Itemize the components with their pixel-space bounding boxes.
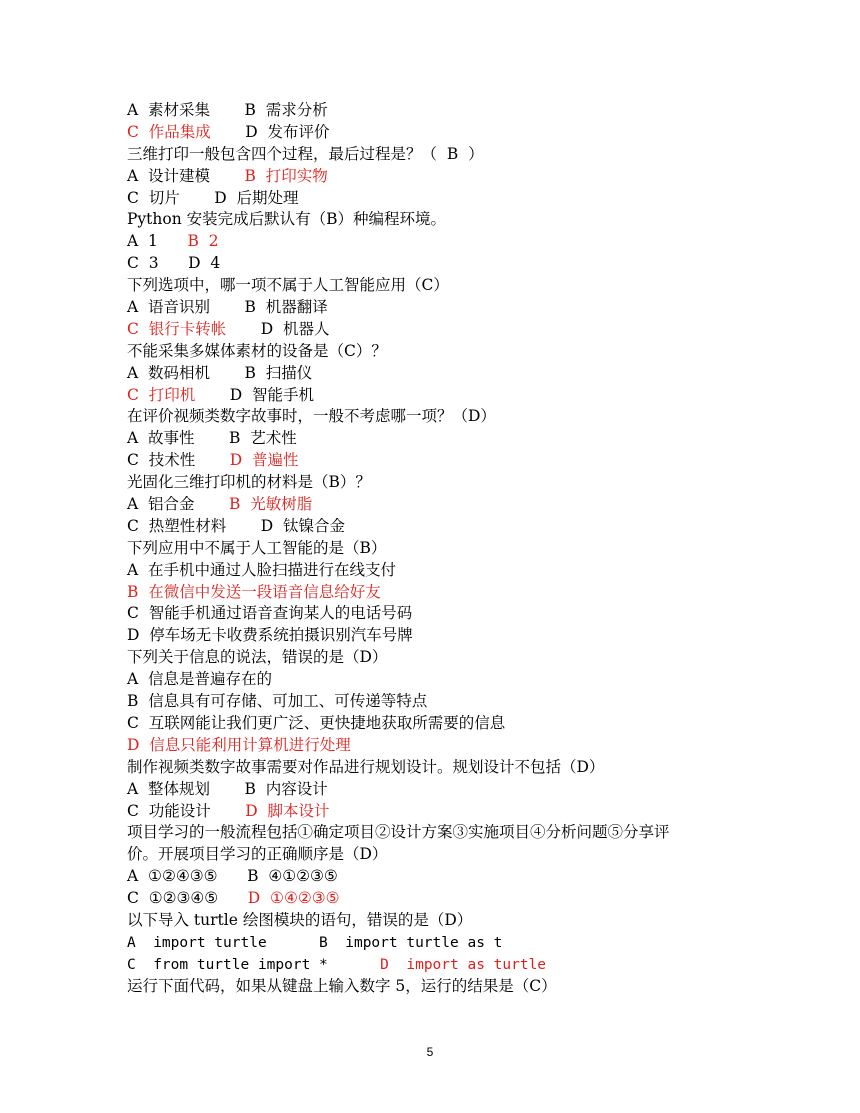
answer-text: D 脚本设计: [245, 801, 330, 820]
answer-text: D import as turtle: [380, 956, 547, 973]
text-line: [127, 428, 767, 450]
text-line: [127, 341, 767, 363]
text-line: [127, 713, 767, 735]
text-line: [127, 209, 767, 231]
line-text: C 热塑性材料 D 钛镍合金: [127, 516, 345, 535]
line-text: D 智能手机: [195, 385, 314, 404]
text-line: [127, 385, 767, 407]
text-line: [127, 910, 767, 932]
text-line: [127, 691, 767, 713]
line-text: 运行下面代码，如果从键盘上输入数字 5，运行的结果是（C）: [127, 976, 557, 995]
text-line: [127, 779, 767, 801]
text-line: [127, 275, 767, 297]
text-line: [127, 297, 767, 319]
text-line: [127, 560, 767, 582]
line-text: 在评价视频类数字故事时，一般不考虑哪一项？（D）: [127, 407, 496, 426]
text-line: [127, 166, 767, 188]
text-line: [127, 472, 767, 494]
text-line: [127, 494, 767, 516]
line-text: A 设计建模: [127, 166, 245, 185]
text-line: [127, 406, 767, 428]
line-text: A 1: [127, 232, 188, 251]
line-text: A 素材采集 B 需求分析: [127, 101, 328, 119]
text-line: [127, 757, 767, 779]
line-text: C from turtle import *: [127, 956, 381, 973]
line-text: C 技术性: [127, 451, 230, 470]
text-line: [127, 844, 767, 866]
text-line: [127, 976, 767, 998]
answer-text: B 打印实物: [244, 166, 328, 185]
text-line: [127, 888, 767, 910]
text-line: [127, 866, 767, 888]
line-text: A 数码相机 B 扫描仪: [127, 363, 313, 382]
line-text: A 在手机中通过人脸扫描进行在线支付: [127, 560, 397, 579]
line-text: 下列选项中，哪一项不属于人工智能应用（C）: [127, 276, 449, 295]
line-text: C 互联网能让我们更广泛、更快捷地获取所需要的信息: [127, 713, 506, 732]
line-text: A ①②④③⑤ B ④①②③⑤: [127, 867, 338, 886]
text-line: [127, 582, 767, 604]
text-line: [127, 188, 767, 210]
text-line: [127, 603, 767, 625]
text-line: [127, 516, 767, 538]
text-line: [127, 144, 767, 166]
line-text: A 故事性 B 艺术性: [127, 429, 297, 448]
text-line: [127, 625, 767, 647]
answer-text: C 银行卡转帐: [127, 319, 227, 338]
text-line: [127, 932, 767, 954]
text-line: [127, 231, 767, 253]
text-line: [127, 122, 767, 144]
line-text: 以下导入 turtle 绘图模块的语句，错误的是（D）: [127, 910, 473, 929]
line-text: 项目学习的一般流程包括①确定项目②设计方案③实施项目④分析问题⑤分享评: [127, 823, 670, 842]
text-line: [127, 253, 767, 275]
line-text: D 停车场无卡收费系统拍摄识别汽车号牌: [127, 626, 413, 645]
answer-text: B 光敏树脂: [229, 495, 313, 514]
line-text: D 发布评价: [210, 122, 330, 141]
line-text: A 语音识别 B 机器翻译: [127, 298, 328, 317]
line-text: 光固化三维打印机的材料是（B）？: [127, 473, 371, 492]
line-text: C 功能设计: [127, 801, 246, 820]
answer-text: C 打印机: [127, 385, 196, 404]
line-text: 三维打印一般包含四个过程，最后过程是？（ B ）: [127, 144, 484, 163]
text-line: [127, 735, 767, 757]
question-list: [127, 100, 767, 998]
text-line: [127, 954, 767, 976]
line-text: B 信息具有可存储、可加工、可传递等特点: [127, 692, 428, 711]
line-text: A 信息是普遍存在的: [127, 670, 273, 689]
line-text: 制作视频类数字故事需要对作品进行规划设计。规划设计不包括（D）: [127, 757, 605, 776]
line-text: 下列关于信息的说法，错误的是（D）: [127, 648, 388, 667]
line-text: A 铝合金: [127, 495, 230, 514]
text-line: [127, 647, 767, 669]
line-text: C ①②③④⑤: [127, 889, 248, 908]
text-line: [127, 801, 767, 823]
line-text: C 切片 D 后期处理: [127, 188, 299, 207]
text-line: [127, 100, 767, 122]
text-line: [127, 363, 767, 385]
answer-text: B 2: [187, 232, 219, 251]
line-text: Python 安装完成后默认有（B）种编程环境。: [127, 210, 447, 229]
line-text: 价。开展项目学习的正确顺序是（D）: [127, 845, 388, 864]
text-line: [127, 538, 767, 560]
line-text: D 机器人: [226, 319, 330, 338]
text-line: [127, 669, 767, 691]
text-line: [127, 822, 767, 844]
page-number: 5: [426, 1045, 434, 1059]
answer-text: B 在微信中发送一段语音信息给好友: [127, 582, 381, 601]
answer-text: C 作品集成: [127, 122, 211, 141]
line-text: 不能采集多媒体素材的设备是（C）？: [127, 341, 387, 360]
answer-text: D ①④②③⑤: [247, 889, 340, 908]
line-text: C 3 D 4: [127, 254, 221, 273]
text-line: [127, 319, 767, 341]
answer-text: D 普遍性: [229, 451, 299, 470]
line-text: C 智能手机通过语音查询某人的电话号码: [127, 604, 413, 623]
line-text: A 整体规划 B 内容设计: [127, 779, 328, 798]
text-line: [127, 450, 767, 472]
line-text: A import turtle B import turtle as t: [127, 934, 503, 951]
line-text: 下列应用中不属于人工智能的是（B）: [127, 538, 387, 557]
answer-text: D 信息只能利用计算机进行处理: [127, 735, 351, 754]
